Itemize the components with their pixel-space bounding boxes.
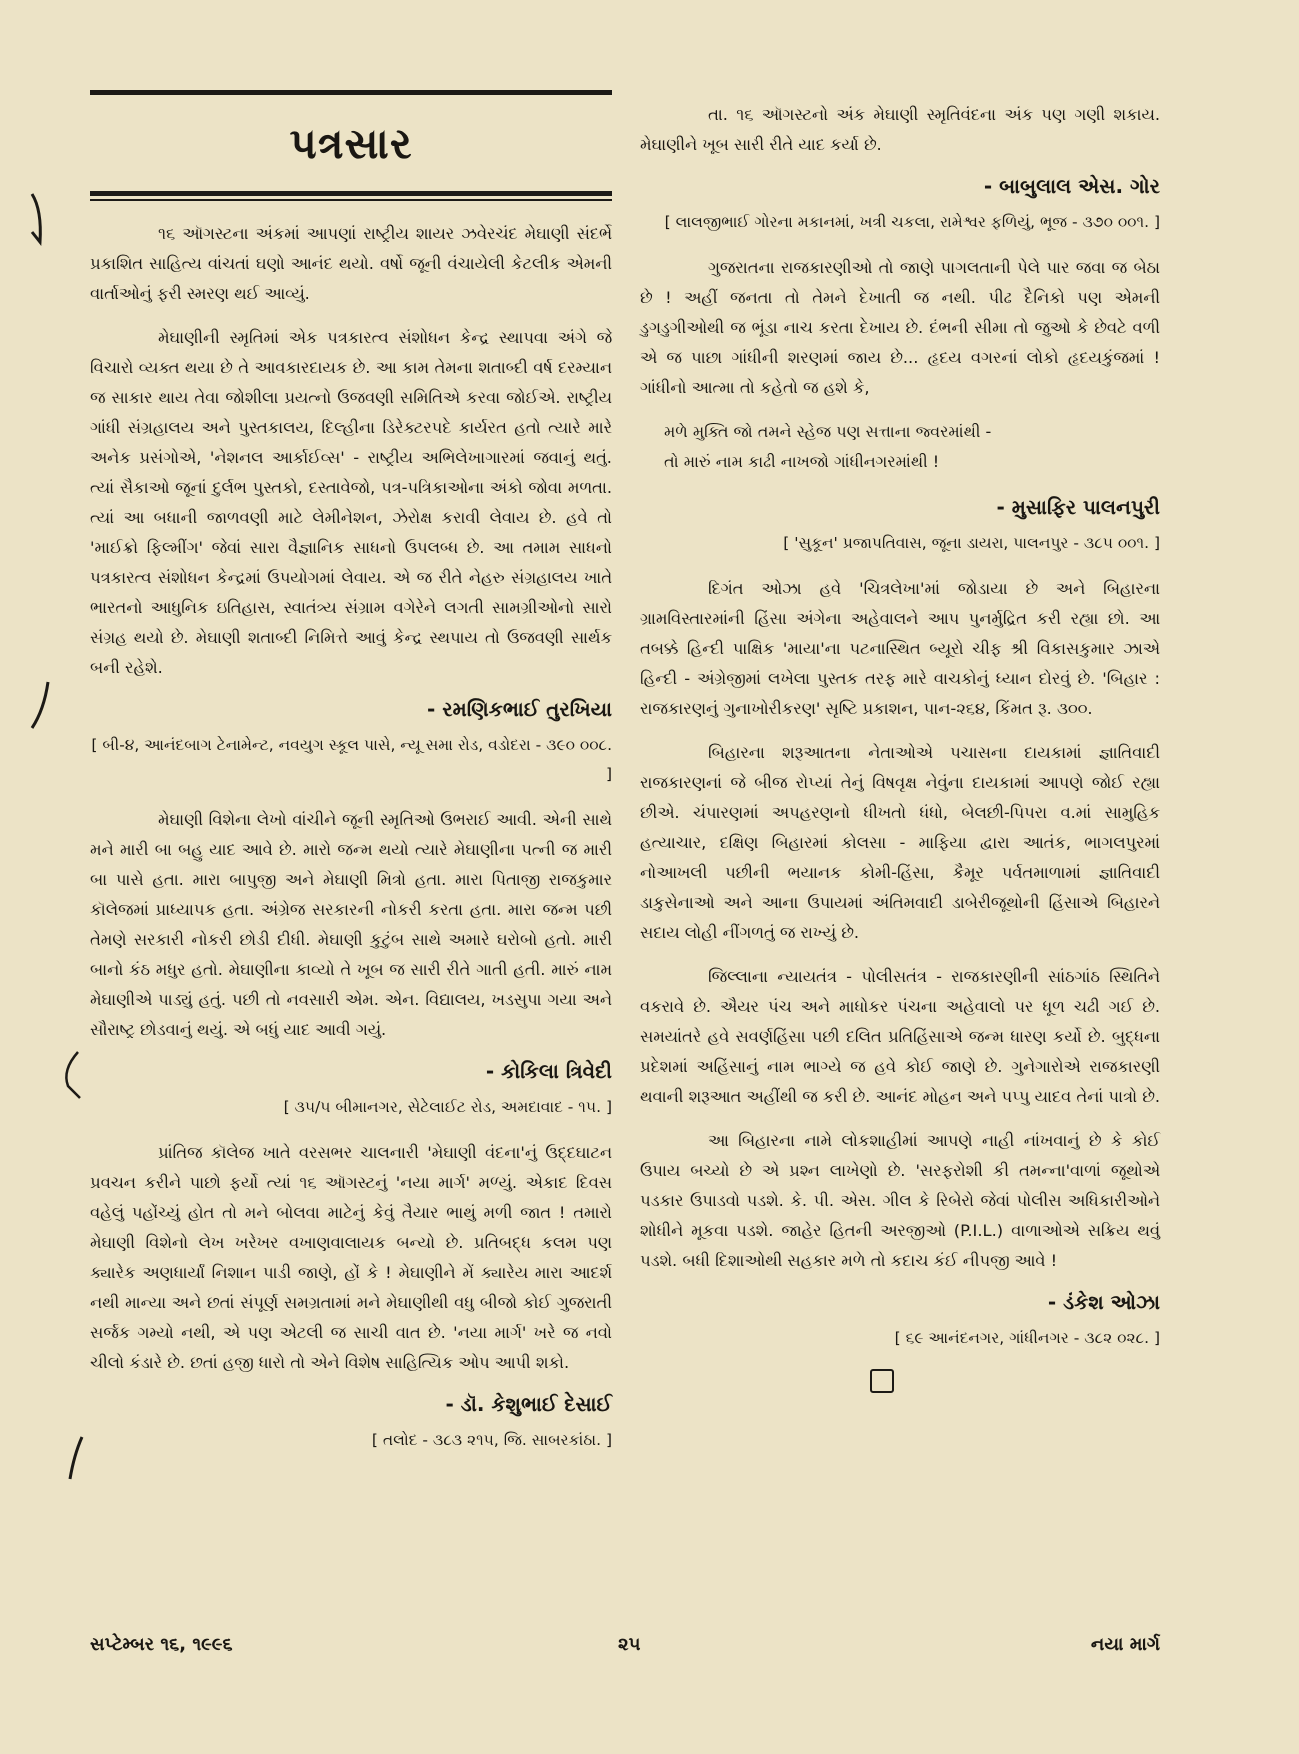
letter-1-paragraph-2: મેઘાણીની સ્મૃતિમાં એક પત્રકારત્વ સંશોધન કેન્દ્ર સ્થાપવા અંગે જે વિચારો વ્યક્ત થયા છે તે આવકારદાયક છે. આ કામ તેમના શતાબ્દી વર્ષ દરમ્યાન જ સાકાર થાય તેવા જોશીલા પ્રયત્નો ઉજવણી સમિતિએ કરવા જોઈએ. રાષ્ટ્રીય ગાંધી સંગ્રહાલય અને પુસ્તકાલય, દિલ્હીના ડિરેક્ટરપદે કાર્યરત હતો ત્યારે મારે અનેક પ્રસંગોએ, 'નેશનલ આર્કાઈવ્સ' - રાષ્ટ્રીય અભિલેખાગારમાં જવાનું થતું. ત્યાં સૈકાઓ જૂનાં દુર્લભ પુસ્તકો, દસ્તાવેજો, પત્ર-પત્રિકાઓના અંકો જોવા મળતા. ત્યાં આ બધાની જાળવણી માટે લેમીનેશન, ઝેરોક્ષ કરાવી લેવાય છે. હવે તો 'માઈક્રો ફિલ્મીંગ' જેવાં સારા વૈજ્ઞાનિક સાધનો ઉપલબ્ધ છે. આ તમામ સાધનો પત્રકારત્વ સંશોધન કેન્દ્રમાં ઉપયોગમાં લેવાય. એ જ રીતે નેહરુ સંગ્રહાલય ખાતે ભારતનો આધુનિક ઇતિહાસ, સ્વાતંત્ર્ય સંગ્રામ વગેરેને લગતી સામગ્રીઓનો સારો સંગ્રહ થયો છે. મેઘાણી શતાબ્દી નિમિત્તે આવું કેન્દ્ર સ્થપાય તો ઉજવણી સાર્થક બની રહેશે. bbox=[90, 328, 612, 677]
letter-6-signature: - ડંકેશ ઓઝા bbox=[1047, 1290, 1160, 1314]
letter-3-signature: - ડૉ. કેશુભાઈ દેસાઈ bbox=[445, 1392, 612, 1416]
letter-1-address: [ બી-૪, આનંદબાગ ટેનામેન્ટ, નવયુગ સ્કૂલ પાસે, ન્યૂ સમા રોડ, વડોદરા - ૩૯૦ ૦૦૮. ] bbox=[91, 736, 612, 783]
verse-line-1: મળે મુક્તિ જો તમને સ્હેજ પણ સત્તાના જ્વરમાંથી - bbox=[664, 422, 992, 441]
letter-1-paragraph-1: ૧૬ ઑગસ્ટના અંકમાં આપણાં રાષ્ટ્રીય શાયર ઝવેરચંદ મેઘાણી સંદર્ભે પ્રકાશિત સાહિત્ય વાંચતાં ઘણો આનંદ થયો. વર્ષો જૂની વંચાયેલી કેટલીક એમની વાર્તાઓનું ફરી સ્મરણ થઈ આવ્યું. bbox=[90, 224, 612, 303]
letter-2-paragraph-1: મેઘાણી વિશેના લેખો વાંચીને જૂની સ્મૃતિઓ ઉભરાઈ આવી. એની સાથે મને મારી બા બહુ યાદ આવે છે. મારો જન્મ થયો ત્યારે મેઘાણીના પત્ની જ મારી બા પાસે હતા. મારા બાપુજી અને મેઘાણી મિત્રો હતા. મારા પિતાજી રાજકુમાર કૉલેજમાં પ્રાધ્યાપક હતા. અંગ્રેજ સરકારની નોકરી કરતા હતા. મારા જન્મ પછી તેમણે સરકારી નોકરી છોડી દીધી. મેઘાણી કુટુંબ સાથે અમારે ઘરોબો હતો. મારી બાનો કંઠ મધુર હતો. મેઘાણીના કાવ્યો તે ખૂબ જ સારી રીતે ગાતી હતી. મારું નામ મેઘાણીએ પાડ્યું હતું. પછી તો નવસારી એમ. એન. વિદ્યાલય, ખડસુપા ગયા અને સૌરાષ્ટ્ર છોડવાનું થયું. એ બધું યાદ આવી ગયું. bbox=[90, 810, 612, 1039]
masthead-bottom-rule bbox=[90, 191, 612, 196]
letter-1-signature: - રમણિકભાઈ તુરખિયા bbox=[427, 697, 612, 721]
masthead-bottom-thin-rule bbox=[90, 199, 612, 201]
letter-4-paragraph-1: તા. ૧૬ ઑગસ્ટનો અંક મેઘાણી સ્મૃતિવંદના અંક પણ ગણી શકાય. મેઘાણીને ખૂબ સારી રીતે યાદ કર્યા છે. bbox=[640, 105, 1160, 154]
margin-tick-mark bbox=[28, 192, 50, 246]
letter-6-paragraph-1: દિગંત ઓઝા હવે 'ચિત્રલેખા'માં જોડાયા છે અને બિહારના ગ્રામવિસ્તારમાંની હિંસા અંગેના અહેવાલને આપ પુનર્મુદ્રિત કરી રહ્યા છો. આ તબક્કે હિન્દી પાક્ષિક 'માયા'ના પટનાસ્થિત બ્યૂરો ચીફ શ્રી વિકાસકુમાર ઝાએ હિન્દી - અંગ્રેજીમાં લખેલા પુસ્તક તરફ મારે વાચકોનું ધ્યાન દોરવું છે. 'બિહાર : રાજકારણનું ગુનાખોરીકરણ' સૃષ્ટિ પ્રકાશન, પાન-૨૬૪, કિંમત રૂ. ૩૦૦. bbox=[640, 579, 1160, 718]
verse-line-2: તો મારું નામ કાઢી નાખજો ગાંધીનગરમાંથી ! bbox=[664, 452, 940, 471]
margin-tick-mark bbox=[66, 1435, 88, 1489]
letter-3-paragraph-1: પ્રાંતિજ કૉલેજ ખાતે વરસભર ચાલનારી 'મેઘાણી વંદના'નું ઉદ્દઘાટન પ્રવચન કરીને પાછો ફર્યો ત્યાં ૧૬ ઑગસ્ટનું 'નયા માર્ગ' મળ્યું. એકાદ દિવસ વહેલું પહોંચ્યું હોત તો મને બોલવા માટેનું કેવું તૈયાર ભાથું મળી જાત ! તમારો મેઘાણી વિશેનો લેખ ખરેખર વખાણવાલાયક બન્યો છે. પ્રતિબદ્ધ કલમ પણ ક્યારેક અણધાર્યાં નિશાન પાડી જાણે, હોં કે ! મેઘાણીને મેં ક્યારેય મારા આદર્શ નથી માન્યા અને છતાં સંપૂર્ણ સમગ્રતામાં મને મેઘાણીથી વધુ બીજો કોઈ ગુજરાતી સર્જક ગમ્યો નથી, એ પણ એટલી જ સાચી વાત છે. 'નયા માર્ગ' ખરે જ નવો ચીલો કંડારે છે. છતાં હજી ધારો તો એને વિશેષ સાહિત્યિક ઓપ આપી શકો. bbox=[90, 1143, 612, 1372]
letter-2-signature: - કોકિલા ત્રિવેદી bbox=[485, 1059, 612, 1083]
issue-date: સપ્ટેમ્બર ૧૬, ૧૯૯૬ bbox=[90, 1634, 233, 1655]
magazine-name: નયા માર્ગ bbox=[1090, 1634, 1160, 1655]
letter-2-address: [ ૩૫/૫ બીમાનગર, સેટેલાઈટ રોડ, અમદાવાદ - ૧૫. ] bbox=[283, 1098, 612, 1116]
section-title: પત્રસાર bbox=[289, 119, 413, 168]
end-of-section-box-icon bbox=[870, 1369, 894, 1393]
masthead-top-rule bbox=[90, 90, 612, 95]
right-column bbox=[640, 100, 1160, 1393]
letter-6-paragraph-4: આ બિહારના નામે લોકશાહીમાં આપણે નાહી નાંખવાનું છે કે કોઈ ઉપાય બચ્યો છે એ પ્રશ્ન લાખેણો છે. 'સરફરોશી કી તમન્ના'વાળાં જૂથોએ પડકાર ઉપાડવો પડશે. કે. પી. એસ. ગીલ કે રિબેરો જેવાં પોલીસ અધિકારીઓને શોધીને મૂકવા પડશે. જાહેર હિતની અરજીઓ (P.I.L.) વાળાઓએ સક્રિય થવું પડશે. બધી દિશાઓથી સહકાર મળે તો કદાચ કંઈ નીપજી આવે ! bbox=[640, 1131, 1160, 1270]
letter-4-address: [ લાલજીભાઈ ગોરના મકાનમાં, ખત્રી ચકલા, રામેશ્વર ફળિયું, ભૂજ - ૩૭૦ ૦૦૧. ] bbox=[664, 213, 1160, 231]
letter-6-address: [ ૬૯ આનંદનગર, ગાંધીનગર - ૩૮૨ ૦૨૮. ] bbox=[894, 1329, 1160, 1347]
letter-6-paragraph-3: જિલ્લાના ન્યાયતંત્ર - પોલીસતંત્ર - રાજકારણીની સાંઠગાંઠ સ્થિતિને વકરાવે છે. ઐયર પંચ અને માધોકર પંચના અહેવાલો પર ધૂળ ચઢી ગઈ છે. સમયાંતરે હવે સવર્ણહિંસા પછી દલિત પ્રતિહિંસાએ જન્મ ધારણ કર્યો છે. બુદ્ધના પ્રદેશમાં અહિંસાનું નામ ભાગ્યે જ હવે કોઈ જાણે છે. ગુનેગારોએ રાજકારણી થવાની શરૂઆત અહીંથી જ કરી છે. આનંદ મોહન અને પપ્પુ યાદવ તેનાં પાત્રો છે. bbox=[640, 967, 1161, 1106]
left-column bbox=[90, 90, 612, 1471]
margin-tick-mark bbox=[60, 1050, 82, 1104]
margin-tick-mark bbox=[30, 680, 52, 734]
page-number: ૨૫ bbox=[618, 1634, 641, 1655]
letter-3-address: [ તલોદ - ૩૮૩ ૨૧૫, જિ. સાબરકાંઠા. ] bbox=[371, 1431, 612, 1449]
letter-5-verse bbox=[664, 417, 1160, 477]
letter-5-signature: - મુસાફિર પાલનપુરી bbox=[996, 495, 1160, 519]
letter-6-paragraph-2: બિહારના શરૂઆતના નેતાઓએ પચાસના દાયકામાં જ્ઞાતિવાદી રાજકારણનાં જે બીજ રોપ્યાં તેનું વિષવૃક્ષ નેવુંના દાયકામાં આપણે જોઈ રહ્યા છીએ. ચંપારણમાં અપહરણનો ધીખતો ધંધો, બેલછી-પિપરા વ.માં સામુહિક હત્યાચાર, દક્ષિણ બિહારમાં કોલસા - માફિયા દ્વારા આતંક, ભાગલપુરમાં નોઆખલી પછીની ભયાનક કોમી-હિંસા, કૈમૂર પર્વતમાળામાં જ્ઞાતિવાદી ડાકુસેનાઓ અને આના ઉપાયમાં અંતિમવાદી ડાબેરીજૂથોની હિંસાએ બિહારને સદાય લોહી નીંગળતું જ રાખ્યું છે. bbox=[640, 743, 1160, 942]
letter-4-signature: - બાબુલાલ એસ. ગોર bbox=[983, 174, 1160, 198]
letter-5-address: [ 'સુકૂન' પ્રજાપતિવાસ, જૂના ડાયરા, પાલનપુર - ૩૮૫ ૦૦૧. ] bbox=[783, 534, 1160, 552]
letter-5-paragraph-1: ગુજરાતના રાજકારણીઓ તો જાણે પાગલતાની પેલે પાર જવા જ બેઠા છે ! અહીં જનતા તો તેમને દેખાતી જ નથી. પીઢ દૈનિકો પણ એમની ડુગડુગીઓથી જ ભૂંડા નાચ કરતા દેખાય છે. દંભની સીમા તો જુઓ કે છેવટે વળી એ જ પાછા ગાંધીની શરણમાં જાય છે... હૃદય વગરનાં લોકો હૃદયકુંજમાં ! ગાંધીનો આત્મા તો કહેતો જ હશે કે, bbox=[640, 258, 1160, 397]
